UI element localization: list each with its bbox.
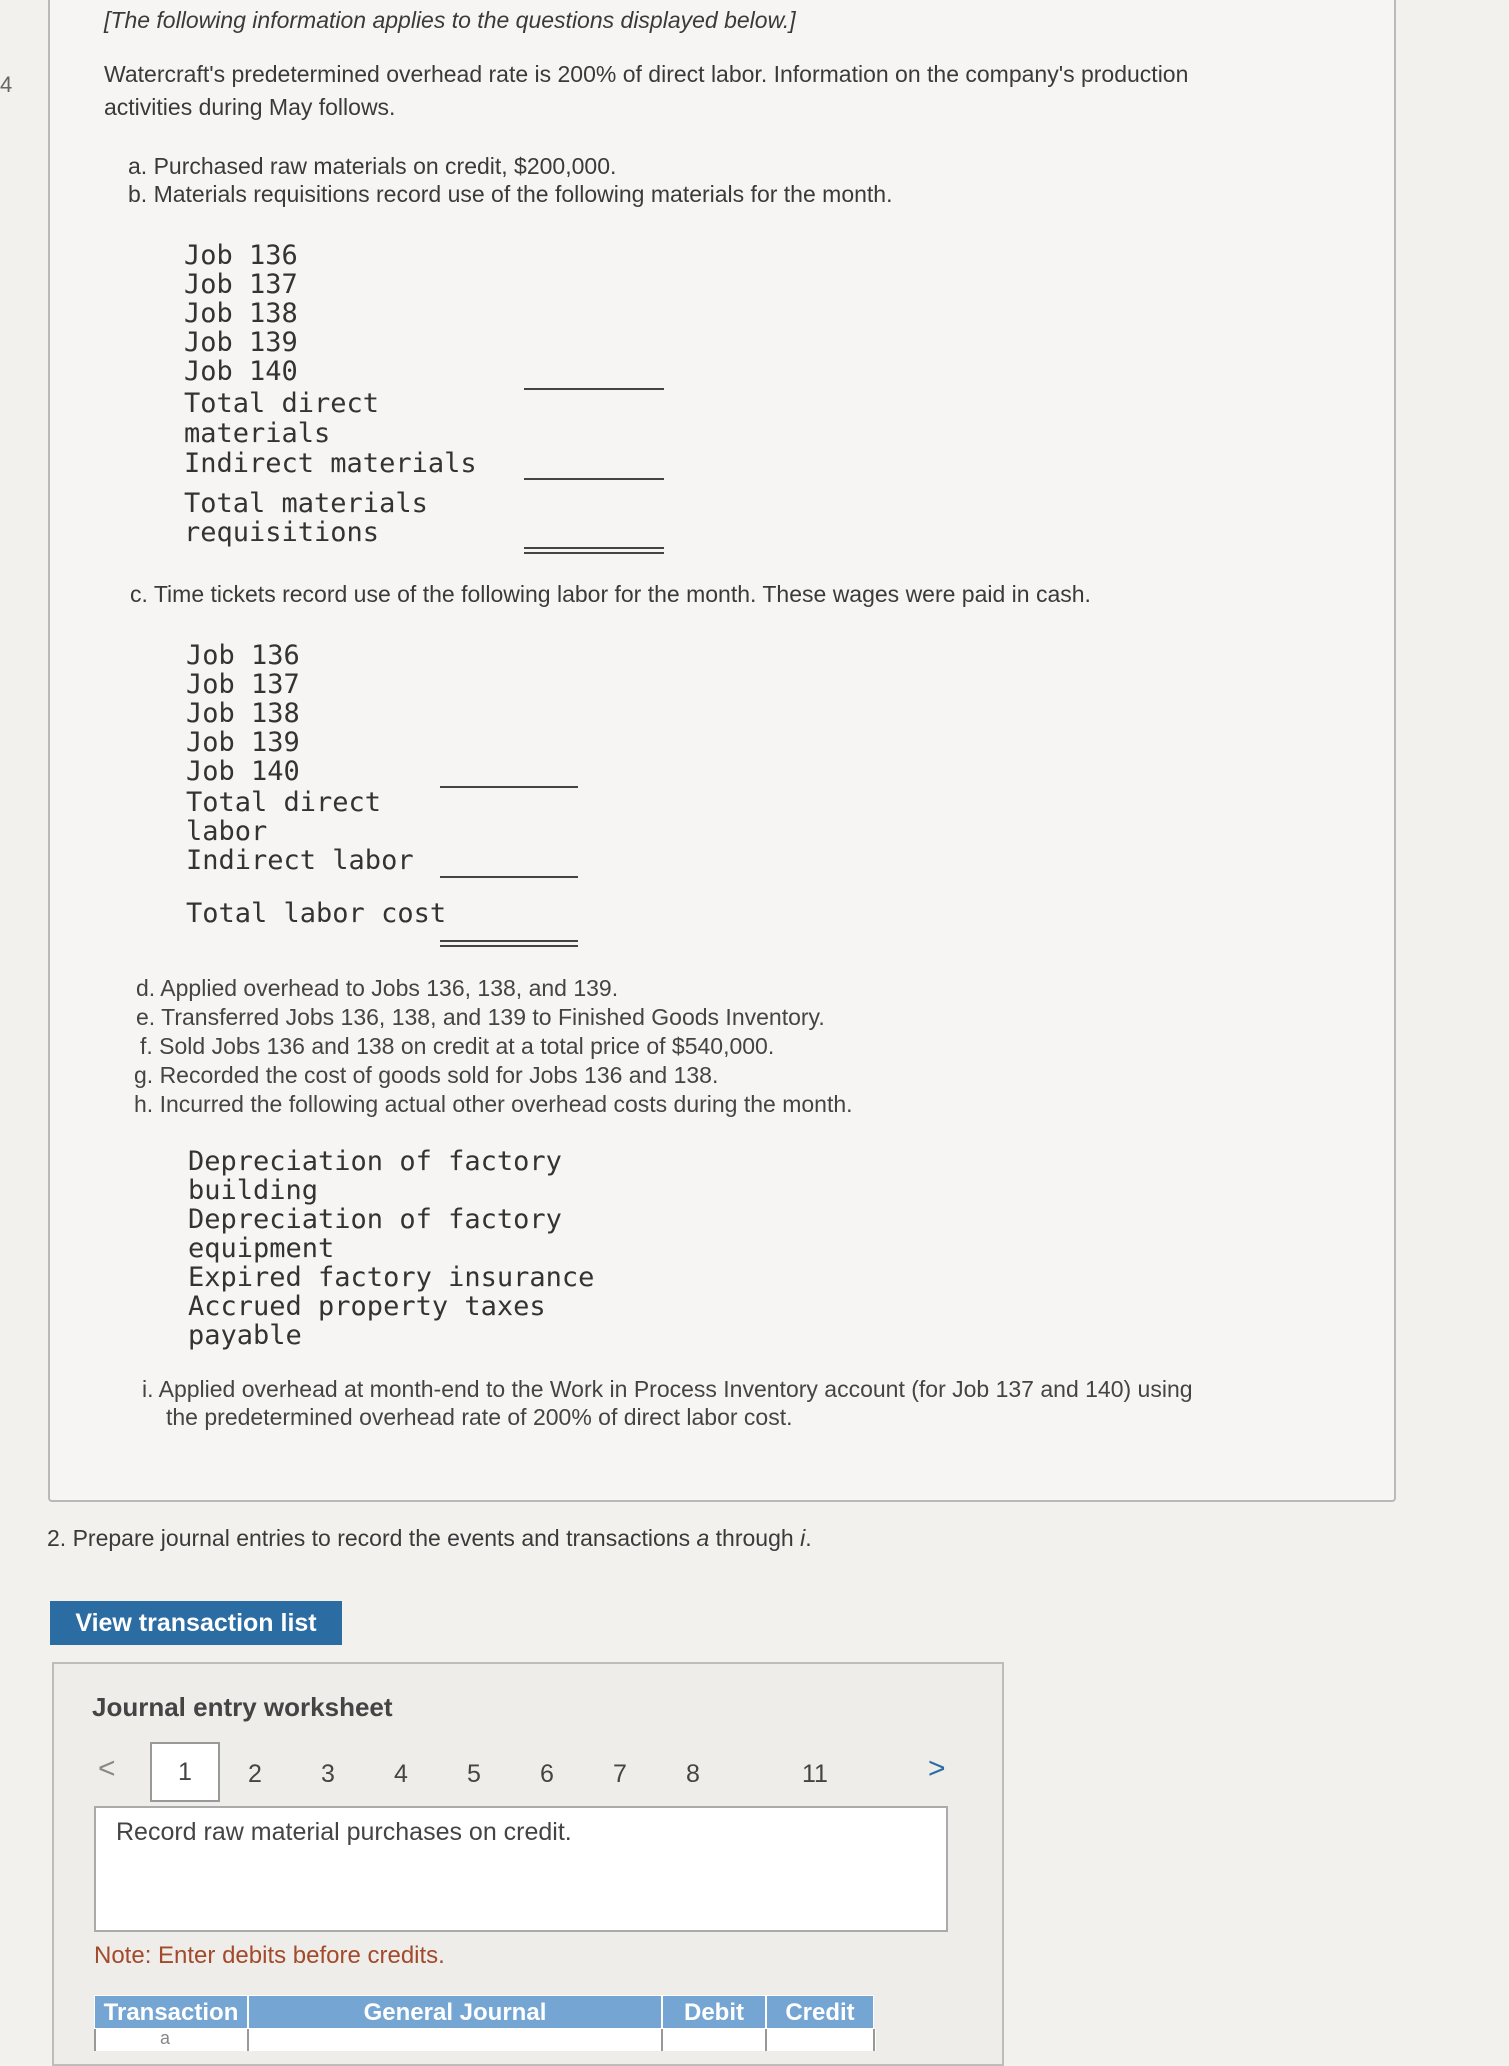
item-b: b. Materials requisitions record use of the following materials for the month. [128,181,893,207]
entry-description-box [94,1806,948,1932]
next-page-chevron-icon[interactable]: > [928,1752,946,1785]
entry-description: Record raw material purchases on credit. [116,1818,572,1846]
column-header-credit: Credit [766,1995,874,2029]
materials-job-label: Job 136 [184,240,298,271]
problem-description-line1: Watercraft's predetermined overhead rate is 200% of direct labor. Information on the company's production [104,61,1189,87]
labor-indirect-label: Indirect labor [186,845,414,876]
materials-total-direct-label: Total direct [184,388,380,419]
labor-subtotal-rule [440,786,578,788]
view-transaction-list-button[interactable]: View transaction list [50,1601,342,1645]
journal-cell-divider [661,2029,663,2051]
labor-job-label: Job 136 [186,640,300,671]
labor-job-label: Job 138 [186,698,300,729]
materials-indirect-label: Indirect materials [184,448,477,479]
column-header-general-journal: General Journal [248,1995,662,2029]
journal-row[interactable] [94,2029,876,2051]
labor-job-label: Job 140 [186,756,300,787]
item-i-line2: the predetermined overhead rate of 200% of direct labor cost. [166,1404,793,1430]
item-g: g. Recorded the cost of goods sold for Jobs 136 and 138. [134,1062,719,1088]
question-letter-i: i [800,1525,806,1551]
materials-total-rule [524,478,664,480]
journal-cell-divider [873,2029,875,2051]
question-text: 2. Prepare journal entries to record the events and transactions [47,1525,697,1551]
materials-total-label: requisitions [184,517,380,548]
overhead-dep-equipment-label: Depreciation of factory [188,1204,562,1235]
worksheet-note: Note: Enter debits before credits. [94,1942,445,1969]
materials-total-double-rule [524,547,664,554]
item-c: c. Time tickets record use of the following labor for the month. These wages were paid in cash. [130,581,1091,607]
question-letter-a: a [696,1525,710,1551]
overhead-insurance-label: Expired factory insurance [188,1262,595,1293]
worksheet-title: Journal entry worksheet [92,1692,393,1722]
labor-total-double-rule [440,940,578,947]
question-prompt [47,1524,812,1553]
question-through: through [709,1525,801,1551]
page-3[interactable]: 3 [321,1760,335,1788]
labor-total-rule [440,876,578,878]
journal-row-transaction: a [160,2028,171,2048]
labor-job-label: Job 137 [186,669,300,700]
page-4[interactable]: 4 [394,1760,408,1788]
problem-intro: [The following information applies to the questions displayed below.] [104,7,796,33]
materials-job-label: Job 138 [184,298,298,329]
overhead-taxes-label: payable [188,1320,302,1351]
item-f: f. Sold Jobs 136 and 138 on credit at a total price of $540,000. [140,1033,775,1059]
overhead-taxes-label: Accrued property taxes [188,1291,546,1322]
page-1[interactable]: 1 [150,1742,220,1802]
page-2[interactable]: 2 [248,1760,262,1788]
prev-page-chevron-icon[interactable]: < [98,1752,116,1785]
item-h: h. Incurred the following actual other overhead costs during the month. [134,1091,853,1117]
overhead-dep-equipment-label: equipment [188,1233,335,1264]
materials-subtotal-rule [524,388,664,390]
materials-total-label: Total materials [184,488,428,519]
page-8[interactable]: 8 [686,1760,700,1788]
overhead-dep-building-label: Depreciation of factory [188,1146,562,1177]
column-header-debit: Debit [662,1995,766,2029]
page-6[interactable]: 6 [540,1760,554,1788]
item-a: a. Purchased raw materials on credit, $200,000. [128,153,617,179]
question-period: . [805,1525,812,1551]
journal-cell-divider [247,2029,249,2051]
column-header-transaction: Transaction [94,1995,248,2029]
item-d: d. Applied overhead to Jobs 136, 138, and 139. [136,975,619,1001]
materials-job-label: Job 140 [184,356,298,387]
labor-total-label: Total labor cost [186,898,447,929]
item-i-line1: i. Applied overhead at month-end to the Work in Process Inventory account (for Job 137 and 140) using [142,1376,1193,1402]
page-11[interactable]: 11 [802,1760,828,1788]
labor-total-direct-label: Total direct [186,787,382,818]
problem-description-line2: activities during May follows. [104,94,396,120]
item-e: e. Transferred Jobs 136, 138, and 139 to Finished Goods Inventory. [136,1004,825,1030]
labor-job-label: Job 139 [186,727,300,758]
labor-total-direct-label: labor [186,816,268,847]
margin-mark: 4 [0,72,13,97]
page-5[interactable]: 5 [467,1760,481,1788]
journal-cell-divider [765,2029,767,2051]
materials-job-label: Job 137 [184,269,298,300]
materials-job-label: Job 139 [184,327,298,358]
page-7[interactable]: 7 [613,1760,627,1788]
overhead-dep-building-label: building [188,1175,319,1206]
materials-total-direct-label: materials [184,418,331,449]
